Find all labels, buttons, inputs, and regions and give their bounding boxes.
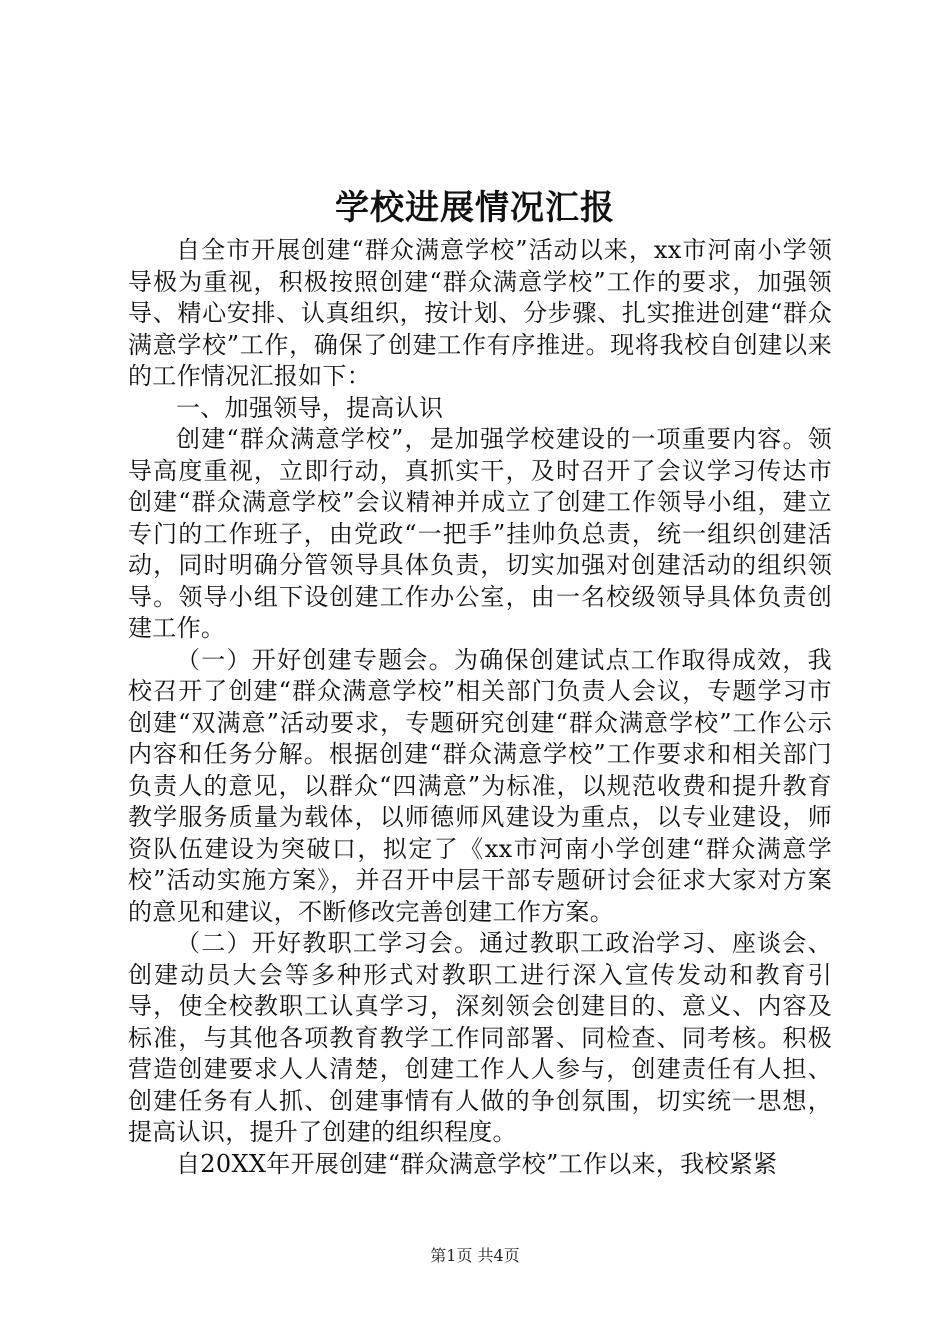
page-number-footer: 第1页 共4页 bbox=[430, 1246, 520, 1265]
document-body bbox=[128, 235, 832, 1180]
paragraph-since: 自20XX年开展创建“群众满意学校”工作以来，我校紧紧 bbox=[176, 1149, 778, 1178]
document-title: 学校进展情况汇报 bbox=[335, 188, 615, 228]
paragraph-topic-meeting: （一）开好创建专题会。为确保创建试点工作取得成效，我校召开了创建“群众满意学校”相关部门负责人会议，专题学习市创建“双满意”活动要求，专题研究创建“群众满意学校”工作公示内容和任务分解。根据创建“群众满意学校”工作要求和相关部门负责人的意见，以群众“四满意”为标准，以规范收费和提升教育教学服务质量为载体，以师德师风建设为重点，以专业建设，师资队伍建设为突破口，拟定了《xx市河南小学创建“群众满意学校”活动实施方案》，并召开中层干部专题研讨会征求大家对方案的意见和建议，不断修改完善创建工作方案。 bbox=[128, 645, 832, 926]
paragraph-intro: 自全市开展创建“群众满意学校”活动以来，xx市河南小学领导极为重视，积极按照创建“群众满意学校”工作的要求，加强领导、精心安排、认真组织，按计划、分步骤、扎实推进创建“群众满意学校”工作，确保了创建工作有序推进。现将我校自创建以来的工作情况汇报如下： bbox=[128, 236, 832, 390]
paragraph-leadership: 创建“群众满意学校”，是加强学校建设的一项重要内容。领导高度重视，立即行动，真抓实干，及时召开了会议学习传达市创建“群众满意学校”会议精神并成立了创建工作领导小组，建立专门的工作班子，由党政“一把手”挂帅负总责，统一组织创建活动，同时明确分管领导具体负责，切实加强对创建活动的组织领导。领导小组下设创建工作办公室，由一名校级领导具体负责创建工作。 bbox=[128, 425, 832, 642]
paragraph-staff-meeting: （二）开好教职工学习会。通过教职工政治学习、座谈会、创建动员大会等多种形式对教职工进行深入宣传发动和教育引导，使全校教职工认真学习，深刻领会创建目的、意义、内容及标准，与其他各项教育教学工作同部署、同检查、同考核。积极营造创建要求人人清楚，创建工作人人参与，创建责任有人担、创建任务有人抓、创建事情有人做的争创氛围，切实统一思想，提高认识，提升了创建的组织程度。 bbox=[128, 929, 832, 1146]
section-heading-1: 一、加强领导，提高认识 bbox=[176, 393, 444, 422]
